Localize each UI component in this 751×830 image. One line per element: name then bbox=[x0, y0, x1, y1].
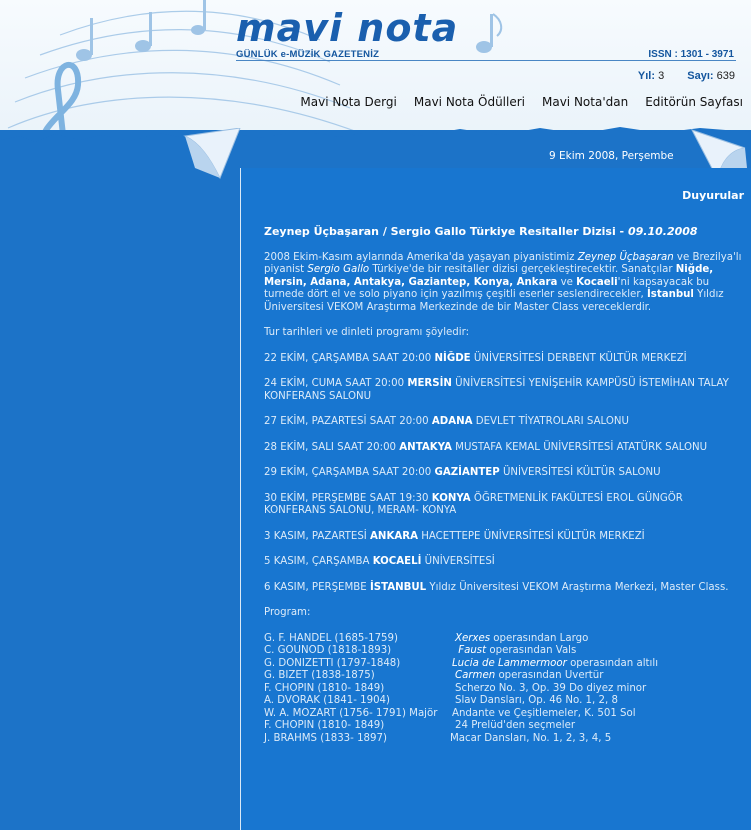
note-icon bbox=[191, 25, 205, 35]
main-nav bbox=[300, 95, 743, 109]
program-label: Program: bbox=[264, 607, 311, 618]
event-item: 27 EKİM, PAZARTESİ SAAT 20:00 ADANA DEVLET TİYATROLARI SALONU bbox=[264, 416, 629, 427]
program-row: W. A. MOZART (1756- 1791) Majör Andante ve Çeşitlemeler, K. 501 Sol bbox=[264, 707, 636, 719]
year-label: Yıl: bbox=[637, 70, 656, 82]
nav-item-dergi[interactable]: Mavi Nota Dergi bbox=[300, 95, 397, 109]
note-icon bbox=[476, 41, 492, 53]
note-icon bbox=[135, 40, 151, 52]
issue-value: 639 bbox=[716, 70, 735, 82]
event-item: 24 EKİM, CUMA SAAT 20:00 MERSİN ÜNİVERSİTESİ YENİŞEHİR KAMPÜSÜ İSTEMİHAN TALAY KONFERANS SALONU bbox=[264, 378, 729, 402]
article-content bbox=[264, 226, 744, 745]
site-tagline: GÜNLÜK e-MÜZİK GAZETENİZ bbox=[236, 49, 380, 60]
event-item: 6 KASIM, PERŞEMBE İSTANBUL Yıldız Üniversitesi VEKOM Araştırma Merkezi, Master Class. bbox=[264, 581, 729, 593]
program-row: J. BRAHMS (1833- 1897) Macar Dansları, No. 1, 2, 3, 4, 5 bbox=[264, 732, 612, 744]
article-intro: 2008 Ekim-Kasım aylarında Amerika'da yaşayan piyanistimiz Zeynep Üçbaşaran ve Brezilya'lı piyanist Sergio Gallo Türkiye'de bir resitaller dizisi gerçekleştirecektir. Sanatçılar Niğde, Mersin, Adana, Antakya, Gaziantep, Konya, Ankara ve Kocaeli'ni kapsayacak bu turnede dört el ve solo piyano için yazılmış çeşitli eserler seslendirecekler, İstanbul Yıldız Üniversitesi VEKOM Araştırma Merkezinde de bir Master Class vereceklerdir. bbox=[264, 251, 742, 313]
program-row: G. BIZET (1838-1875) Carmen operasından Uvertür bbox=[264, 670, 604, 681]
schedule-intro: Tur tarihleri ve dinleti programı şöyledir: bbox=[264, 327, 470, 338]
program-row: A. DVORAK (1841- 1904) Slav Dansları, Op. 46 No. 1, 2, 8 bbox=[264, 695, 618, 706]
site-logo[interactable]: mavi nota bbox=[236, 6, 459, 50]
issue-label: Sayı: bbox=[687, 70, 714, 82]
event-item: 28 EKİM, SALI SAAT 20:00 ANTAKYA MUSTAFA KEMAL ÜNİVERSİTESİ ATATÜRK SALONU bbox=[264, 441, 708, 453]
event-item: 22 EKİM, ÇARŞAMBA SAAT 20:00 NİĞDE ÜNİVERSİTESİ DERBENT KÜLTÜR MERKEZİ bbox=[264, 352, 687, 364]
program-row: G. F. HANDEL (1685-1759) Xerxes operasından Largo bbox=[264, 632, 589, 644]
section-title: Duyurular bbox=[682, 189, 744, 202]
program-list bbox=[264, 633, 744, 746]
page-date: 9 Ekim 2008, Perşembe bbox=[549, 150, 674, 162]
event-item: 29 EKİM, ÇARŞAMBA SAAT 20:00 GAZİANTEP ÜNİVERSİTESİ KÜLTÜR SALONU bbox=[264, 467, 661, 478]
program-row: F. CHOPIN (1810- 1849) 24 Prelüd'den seçmeler bbox=[264, 720, 576, 731]
nav-item-oduller[interactable]: Mavi Nota Ödülleri bbox=[413, 95, 525, 109]
header-divider bbox=[236, 60, 736, 61]
nav-item-editor[interactable]: Editörün Sayfası bbox=[645, 95, 743, 109]
article-title: Zeynep Üçbaşaran / Sergio Gallo Türkiye Resitaller Dizisi - 09.10.2008 bbox=[264, 225, 698, 238]
program-row: F. CHOPIN (1810- 1849) Scherzo No. 3, Op. 39 Do diyez minor bbox=[264, 682, 647, 694]
event-item: 5 KASIM, ÇARŞAMBA KOCAELİ ÜNİVERSİTESİ bbox=[264, 556, 495, 567]
issn-label: ISSN : 1301 - 3971 bbox=[648, 49, 734, 60]
program-row: C. GOUNOD (1818-1893) Faust operasından Vals bbox=[264, 645, 577, 656]
nav-item-mavi-notadan[interactable]: Mavi Nota'dan bbox=[542, 95, 629, 109]
event-item: 3 KASIM, PAZARTESİ ANKARA HACETTEPE ÜNİVERSİTESİ KÜLTÜR MERKEZİ bbox=[264, 530, 645, 542]
note-icon bbox=[76, 49, 92, 61]
issue-info bbox=[638, 70, 735, 82]
program-row: G. DONIZETTI (1797-1848) Lucia de Lammermoor operasından altılı bbox=[264, 657, 659, 669]
year-value: 3 bbox=[658, 70, 665, 82]
event-item: 30 EKİM, PERŞEMBE SAAT 19:30 KONYA ÖĞRETMENLİK FAKÜLTESİ EROL GÜNGÖR KONFERANS SALONU, MERAM- KONYA bbox=[264, 492, 683, 516]
page-curl-left bbox=[175, 128, 245, 183]
